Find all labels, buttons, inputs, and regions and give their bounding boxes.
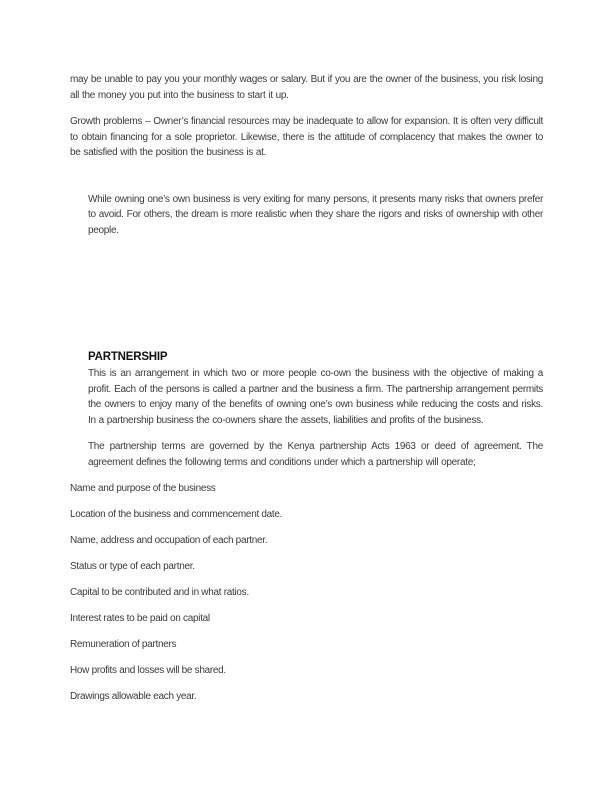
paragraph-owning-risks: While owning one’s own business is very exiting for many persons, it presents many risks that owners prefer to avoid. For others, the dream is more realistic when they share the rigors and risks of ownership with other people.: [88, 193, 543, 236]
term-list-item-capital: Capital to be contributed and in what ratios.: [70, 587, 249, 598]
term-list-item-location: Location of the business and commencement date.: [70, 509, 283, 520]
term-list-item-interest-rates: Interest rates to be paid on capital: [70, 613, 210, 624]
term-list-item-drawings: Drawings allowable each year.: [70, 691, 197, 702]
paragraph-partnership-terms: The partnership terms are governed by the Kenya partnership Acts 1963 or deed of agreement. The agreement defines the following terms and conditions under which a partnership will operate;: [88, 441, 543, 468]
paragraph-partnership-definition: This is an arrangement in which two or more people co-own the business with the objective of making a profit. Each of the persons is called a partner and the business a firm. The partnership arrangement permits the owners to enjoy many of the benefits of owning one’s own business while reducing the costs and risks. In a partnership business the co-owners share the assets, liabilities and profits of the business.: [88, 368, 543, 426]
paragraph-owner-risk: may be unable to pay you your monthly wages or salary. But if you are the owner of the business, you risk losing all the money you put into the business to start it up.: [70, 74, 543, 101]
partnership-terms-list: [70, 481, 543, 705]
term-list-item-partner-status: Status or type of each partner.: [70, 561, 195, 572]
term-list-item-partner-details: Name, address and occupation of each partner.: [70, 535, 268, 546]
paragraph-growth-problems: Growth problems – Owner’s financial resources may be inadequate to allow for expansion. It is often very difficult to obtain financing for a sole proprietor. Likewise, there is the attitude of complacency that makes the owner to be satisfied with the position the business is at.: [70, 116, 543, 158]
term-list-item-profits-losses: How profits and losses will be shared.: [70, 665, 226, 676]
term-list-item-remuneration: Remuneration of partners: [70, 639, 177, 650]
partnership-heading: PARTNERSHIP: [88, 351, 168, 363]
term-list-item-name-purpose: Name and purpose of the business: [70, 483, 216, 494]
